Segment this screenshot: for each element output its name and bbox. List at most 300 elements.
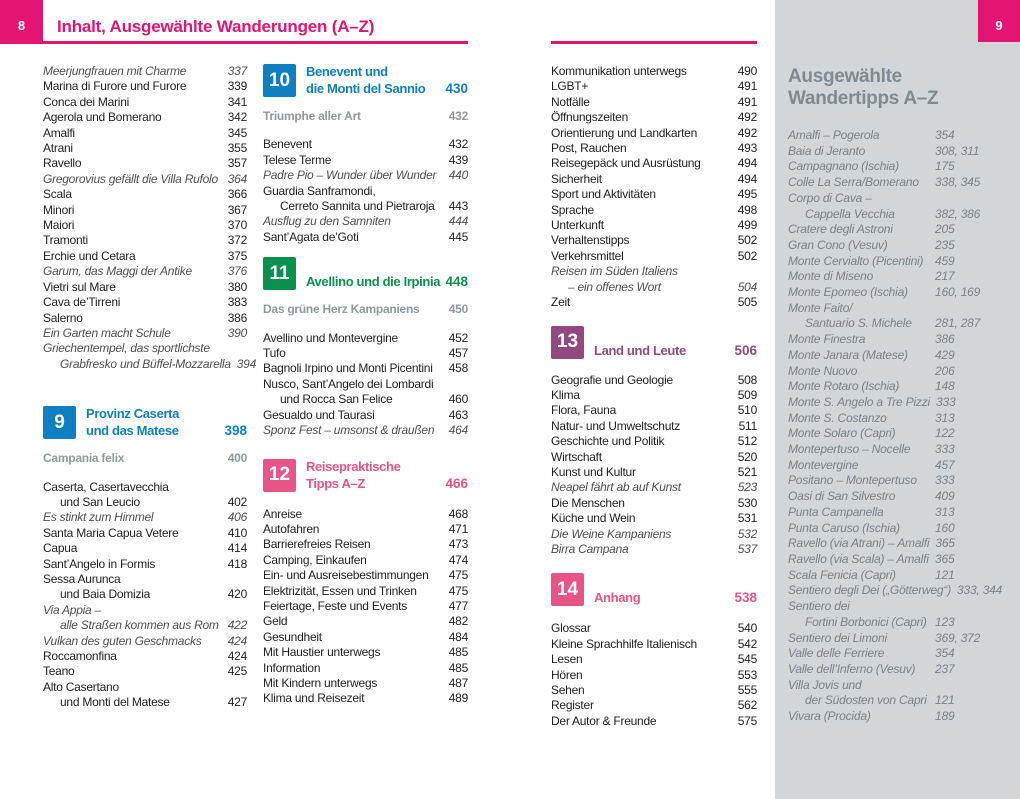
- toc-entry-label: Klima und Reisezeit: [263, 691, 365, 706]
- toc-entry-label: Geschichte und Politik: [551, 434, 665, 449]
- toc-entry-page: 422: [227, 618, 247, 633]
- toc-column-right: [551, 64, 757, 729]
- toc-entry: [43, 526, 247, 541]
- toc-entry: [263, 507, 468, 522]
- spacer: [263, 492, 468, 507]
- toc-entry-page: 484: [448, 629, 468, 644]
- toc-entry: [43, 541, 247, 556]
- toc-entry-page: 521: [737, 464, 757, 479]
- wandertipp-label: Amalfi – Pogerola: [788, 128, 880, 142]
- toc-entry-label: Autofahren: [263, 521, 320, 536]
- toc-entry-label: Sessa Aurunca: [43, 571, 121, 586]
- toc-entry-label: Campania felix: [43, 451, 125, 466]
- toc-column-left: [43, 64, 257, 711]
- toc-entry-label: Kleine Sprachhilfe Italienisch: [551, 636, 697, 651]
- toc-entry: [551, 652, 757, 667]
- toc-entry: [43, 141, 247, 156]
- toc-entry-label: Bagnoli Irpino und Monti Picentini: [263, 361, 433, 376]
- toc-entry-label: und San Leucio: [60, 494, 140, 509]
- toc-entry-page: 502: [737, 248, 757, 263]
- chapter-title: [306, 459, 441, 492]
- toc-entry: [263, 199, 468, 214]
- toc-entry: [263, 537, 468, 552]
- toc-entry: [551, 264, 757, 279]
- toc-entry-label: Marina di Furore und Furore: [43, 79, 187, 94]
- spacer: [43, 439, 247, 451]
- toc-entry-page: 485: [448, 660, 468, 675]
- toc-entry-label: Verhaltenstipps: [551, 233, 630, 248]
- wandertipp-page: 333, 344: [957, 583, 1003, 598]
- wandertipps-title: [788, 66, 1020, 110]
- toc-entry-page: 357: [227, 156, 247, 171]
- toc-entry-page: 444: [448, 214, 468, 229]
- toc-entry: [43, 510, 247, 525]
- wandertipp-entry: [788, 709, 1014, 725]
- toc-entry-label: Das grüne Herz Kampaniens: [263, 302, 420, 317]
- wandertipps-title-line2: Wandertipps A–Z: [788, 88, 939, 109]
- chapter-heading: [263, 257, 468, 290]
- toc-entry-label: Vulkan des guten Geschmacks: [43, 633, 202, 648]
- toc-entry: [43, 295, 247, 310]
- toc-entry-label: LGBT+: [551, 79, 589, 94]
- wandertipp-label: Corpo di Cava –: [788, 190, 872, 205]
- wandertipp-page: 206: [935, 363, 955, 378]
- toc-entry: [551, 295, 757, 310]
- toc-subheader: [263, 302, 468, 317]
- toc-entry-label: Tramonti: [43, 233, 88, 248]
- toc-entry: [551, 714, 757, 729]
- toc-entry-page: 380: [227, 279, 247, 294]
- chapter-title: [306, 64, 441, 97]
- toc-entry-label: Guardia Sanframondi,: [263, 183, 376, 198]
- chapter-title: [306, 274, 441, 290]
- toc-entry: [263, 346, 468, 361]
- toc-entry-page: 375: [227, 248, 247, 263]
- wandertipp-entry: [788, 426, 1014, 442]
- toc-entry-page: 473: [448, 537, 468, 552]
- toc-entry-page: 452: [448, 330, 468, 345]
- wandertipp-page: 160: [935, 520, 955, 535]
- toc-entry: [263, 599, 468, 614]
- chapter-number-box: 11: [263, 257, 296, 290]
- toc-entry-label: Die Menschen: [551, 495, 625, 510]
- toc-entry-page: 402: [227, 494, 247, 509]
- toc-entry-page: 542: [737, 636, 757, 651]
- wandertipp-entry: [788, 316, 1014, 332]
- toc-entry-label: Sport und Aktivitäten: [551, 187, 656, 202]
- wandertipp-entry: [788, 583, 1014, 599]
- wandertipp-entry: [788, 144, 1014, 160]
- wandertipp-label: Colle La Serra/Bomerano: [788, 175, 919, 190]
- wandertipp-label: Monte Finestra: [788, 332, 866, 347]
- toc-entry: [551, 419, 757, 434]
- wandertipp-page: 313: [935, 504, 955, 519]
- toc-entry: [263, 361, 468, 376]
- toc-entry-page: 523: [737, 480, 757, 495]
- chapter-page-number: 506: [734, 342, 757, 358]
- wandertipp-entry: [788, 159, 1014, 175]
- toc-entry: [43, 341, 247, 356]
- toc-entry-label: alle Straßen kommen aus Rom: [60, 618, 219, 633]
- toc-entry: [43, 557, 247, 572]
- toc-entry-label: Hören: [551, 667, 583, 682]
- wandertipp-entry: [788, 191, 1014, 207]
- wandertipp-entry: [788, 285, 1014, 301]
- toc-entry-page: 450: [448, 302, 468, 317]
- toc-entry: [43, 695, 247, 710]
- toc-entry: [43, 603, 247, 618]
- wandertipp-page: 333: [936, 394, 956, 409]
- toc-entry: [551, 527, 757, 542]
- toc-entry-label: Vietri sul Mare: [43, 279, 116, 294]
- toc-entry-page: 460: [448, 392, 468, 407]
- toc-entry-label: Camping, Einkaufen: [263, 552, 367, 567]
- chapter-title-line: Reisepraktische: [306, 458, 401, 474]
- toc-entry-page: 537: [737, 541, 757, 556]
- wandertipp-page: 382, 386: [935, 206, 981, 221]
- toc-entry-label: Birra Campana: [551, 541, 629, 556]
- spacer: [263, 97, 468, 109]
- wandertipp-entry: [788, 552, 1014, 568]
- wandertipp-label: Monte Janara (Matese): [788, 347, 908, 362]
- wandertipp-entry: [788, 473, 1014, 489]
- toc-entry: [551, 280, 757, 295]
- toc-entry-page: 575: [737, 713, 757, 728]
- toc-entry: [263, 408, 468, 423]
- wandertipp-entry: [788, 568, 1014, 584]
- wandertipp-page: 369, 372: [935, 630, 981, 645]
- toc-entry-page: 418: [227, 556, 247, 571]
- toc-entry-page: 491: [737, 79, 757, 94]
- wandertipp-entry: [788, 599, 1014, 615]
- wandertipp-page: 122: [935, 426, 955, 441]
- toc-entry: [551, 187, 757, 202]
- chapter-title-line: Land und Leute: [594, 342, 686, 358]
- wandertipp-entry: [788, 489, 1014, 505]
- toc-entry-label: Flora, Fauna: [551, 403, 617, 418]
- toc-entry-page: 390: [227, 325, 247, 340]
- toc-entry: [43, 187, 247, 202]
- wandertipp-entry: [788, 175, 1014, 191]
- toc-entry-label: Capua: [43, 541, 78, 556]
- wandertipp-label: Sentiero degli Dei („Götterweg“): [788, 583, 952, 598]
- toc-entry-page: 490: [737, 64, 757, 78]
- spacer: [43, 467, 247, 480]
- chapter-page-number: 448: [445, 274, 468, 290]
- toc-entry-page: 458: [448, 361, 468, 376]
- toc-entry-page: 494: [737, 171, 757, 186]
- toc-entry-label: Lesen: [551, 652, 583, 667]
- toc-entry-label: Klima: [551, 387, 580, 402]
- toc-entry-page: 494: [737, 156, 757, 171]
- toc-entry-label: Verkehrsmittel: [551, 248, 624, 263]
- chapter-title-line: Avellino und die Irpinia: [306, 274, 441, 290]
- wandertipp-label: Valle dell’Inferno (Vesuv): [788, 661, 916, 676]
- toc-entry: [551, 668, 757, 683]
- toc-entry: [551, 203, 757, 218]
- toc-entry-label: Elektrizität, Essen und Trinken: [263, 583, 417, 598]
- toc-entry-label: Meerjungfrauen mit Charme: [43, 64, 187, 78]
- toc-entry: [551, 95, 757, 110]
- chapter-page-number: 466: [445, 475, 468, 491]
- toc-entry-page: 443: [448, 199, 468, 214]
- wandertipp-label: Villa Jovis und: [788, 677, 862, 692]
- toc-entry-page: 471: [448, 521, 468, 536]
- toc-entry: [551, 218, 757, 233]
- toc-entry-label: Scala: [43, 187, 72, 202]
- toc-entry-label: Tufo: [263, 346, 286, 361]
- toc-entry: [43, 264, 247, 279]
- wandertipp-label: Monte di Miseno: [788, 269, 874, 284]
- toc-entry: [551, 110, 757, 125]
- toc-entry-label: Sprache: [551, 202, 594, 217]
- toc-entry-page: 464: [448, 423, 468, 438]
- toc-entry-page: 400: [227, 451, 247, 466]
- toc-entry-page: 492: [737, 110, 757, 125]
- chapter-title-line: Anhang: [594, 590, 641, 606]
- toc-entry-label: Avellino und Montevergine: [263, 330, 398, 345]
- toc-entry-page: 345: [227, 125, 247, 140]
- toc-entry: [263, 184, 468, 199]
- spacer: [263, 318, 468, 331]
- chapter-number-box: 10: [263, 64, 296, 97]
- toc-entry: [43, 79, 247, 94]
- wandertipp-entry: [788, 646, 1014, 662]
- toc-entry-page: 440: [448, 168, 468, 183]
- toc-entry-label: Küche und Wein: [551, 511, 636, 526]
- toc-entry-page: 376: [227, 264, 247, 279]
- toc-entry-label: Minori: [43, 202, 75, 217]
- toc-entry-label: Sehen: [551, 683, 585, 697]
- wandertipp-page: 175: [935, 159, 955, 174]
- toc-entry: [551, 465, 757, 480]
- wandertipp-entry: [788, 411, 1014, 427]
- toc-entry: [263, 645, 468, 660]
- wandertipp-page: 189: [935, 709, 955, 724]
- wandertipp-page: 148: [935, 379, 955, 394]
- toc-entry-label: Die Weine Kampaniens: [551, 526, 672, 541]
- toc-entry: [551, 141, 757, 156]
- toc-entry-page: 339: [227, 79, 247, 94]
- chapter-heading: [551, 326, 757, 359]
- toc-entry-label: Neapel fährt ab auf Kunst: [551, 480, 681, 495]
- spacer: [263, 245, 468, 257]
- toc-entry-label: Feiertage, Feste und Events: [263, 598, 407, 613]
- toc-entry: [43, 311, 247, 326]
- toc-entry: [263, 568, 468, 583]
- toc-entry: [551, 126, 757, 141]
- chapter-number-box: 13: [551, 326, 584, 359]
- toc-entry-label: Geld: [263, 614, 288, 629]
- toc-entry-page: 367: [227, 202, 247, 217]
- toc-entry: [551, 480, 757, 495]
- toc-entry: [263, 331, 468, 346]
- wandertipp-page: 333: [935, 473, 955, 488]
- toc-entry-page: 491: [737, 94, 757, 109]
- chapter-heading: [263, 64, 468, 97]
- chapter-title: [86, 406, 220, 439]
- toc-entry: [43, 572, 247, 587]
- toc-entry-page: 383: [227, 295, 247, 310]
- toc-entry-page: 492: [737, 125, 757, 140]
- toc-entry-page: 463: [448, 407, 468, 422]
- wandertipp-entry: [788, 631, 1014, 647]
- spacer: [551, 359, 757, 373]
- toc-subheader: [43, 451, 247, 466]
- chapter-heading: [263, 459, 468, 492]
- wandertipp-label: Ravello (via Scala) – Amalfi: [788, 551, 929, 566]
- toc-entry-label: Sponz Fest – umsonst & draußen: [263, 423, 435, 438]
- wandertipp-label: der Südosten von Capri: [805, 693, 927, 708]
- toc-entry: [43, 664, 247, 679]
- toc-entry: [551, 388, 757, 403]
- wandertipp-entry: [788, 301, 1014, 317]
- chapter-heading: [551, 573, 757, 606]
- toc-entry-label: Gesualdo und Taurasi: [263, 407, 375, 422]
- wandertipp-page: 121: [935, 693, 955, 708]
- toc-entry-page: 562: [737, 698, 757, 713]
- toc-entry: [551, 403, 757, 418]
- chapter-title-line: Tipps A–Z: [306, 475, 365, 491]
- toc-entry: [43, 326, 247, 341]
- toc-entry: [263, 214, 468, 229]
- toc-entry: [263, 630, 468, 645]
- toc-entry-label: Nusco, Sant’Angelo dei Lombardi: [263, 376, 434, 391]
- wandertipp-label: Santuario S. Michele: [805, 316, 912, 331]
- toc-entry: [551, 637, 757, 652]
- wandertipp-entry: [788, 128, 1014, 144]
- wandertipp-entry: [788, 364, 1014, 380]
- toc-entry-page: 493: [737, 141, 757, 156]
- wandertipp-entry: [788, 693, 1014, 709]
- toc-entry: [43, 587, 247, 602]
- toc-entry: [43, 649, 247, 664]
- toc-entry-page: 370: [227, 218, 247, 233]
- toc-entry: [263, 584, 468, 599]
- wandertipp-label: Monte Solaro (Capri): [788, 426, 896, 441]
- toc-entry-page: 342: [227, 110, 247, 125]
- toc-entry-label: Wirtschaft: [551, 449, 602, 464]
- wandertipp-entry: [788, 269, 1014, 285]
- toc-entry-label: Glossar: [551, 621, 591, 636]
- toc-entry-page: 372: [227, 233, 247, 248]
- toc-entry-label: Salerno: [43, 310, 83, 325]
- toc-entry-label: Triumphe aller Art: [263, 109, 361, 123]
- wandertipp-page: 123: [935, 614, 955, 629]
- chapter-heading: [43, 406, 247, 439]
- toc-entry-page: 475: [448, 583, 468, 598]
- chapter-title: [594, 343, 730, 359]
- wandertipp-page: 457: [935, 457, 955, 472]
- toc-entry: [551, 450, 757, 465]
- toc-entry-label: Kunst und Kultur: [551, 464, 636, 479]
- toc-entry: [551, 373, 757, 388]
- wandertipp-page: 235: [935, 237, 955, 252]
- toc-entry-label: Ravello: [43, 156, 82, 171]
- wandertipp-label: Sentiero dei: [788, 599, 850, 614]
- toc-entry: [551, 172, 757, 187]
- toc-entry-page: 468: [448, 506, 468, 521]
- toc-entry-label: Sant’Agata de’Goti: [263, 229, 359, 244]
- toc-entry-label: Caserta, Casertavecchia: [43, 479, 169, 494]
- toc-entry-label: Notfälle: [551, 94, 590, 109]
- toc-column-middle: [263, 64, 468, 707]
- wandertipps-list: [788, 128, 1014, 725]
- toc-entry-page: 555: [737, 683, 757, 697]
- wandertipp-entry: [788, 505, 1014, 521]
- toc-entry-label: – ein offenes Wort: [568, 279, 661, 294]
- header-rule-left: [0, 41, 468, 44]
- toc-entry-label: Reisen im Süden Italiens: [551, 264, 678, 279]
- toc-entry: [551, 233, 757, 248]
- wandertipp-entry: [788, 536, 1014, 552]
- toc-entry: [43, 480, 247, 495]
- toc-entry-page: 509: [737, 387, 757, 402]
- toc-entry: [43, 618, 247, 633]
- wandertipp-label: Cappella Vecchia: [805, 206, 895, 221]
- wandertipp-page: 365: [935, 551, 955, 566]
- wandertipp-label: Monte S. Costanzo: [788, 410, 887, 425]
- wandertipp-page: 365: [935, 536, 955, 551]
- toc-entry: [43, 249, 247, 264]
- toc-entry: [263, 522, 468, 537]
- toc-entry-label: Unterkunft: [551, 218, 604, 233]
- chapter-number-box: 12: [263, 459, 296, 492]
- toc-entry: [263, 553, 468, 568]
- wandertipp-page: 237: [935, 661, 955, 676]
- toc-entry-page: 457: [448, 346, 468, 361]
- toc-entry: [263, 153, 468, 168]
- wandertipps-title-line1: Ausgewählte: [788, 66, 902, 87]
- wandertipp-label: Scala Fenicia (Capri): [788, 567, 896, 582]
- toc-entry-label: Grabfresko und Büffel-Mozzarella: [60, 356, 231, 371]
- toc-entry-label: Natur- und Umweltschutz: [551, 418, 680, 433]
- wandertipp-label: Ravello (via Atrani) – Amalfi: [788, 536, 930, 551]
- toc-entry-page: 530: [737, 495, 757, 510]
- toc-entry-page: 394: [236, 356, 257, 371]
- toc-entry-label: Barrierefreies Reisen: [263, 537, 371, 552]
- wandertipp-page: 429: [935, 347, 955, 362]
- toc-entry-label: Reisegepäck und Ausrüstung: [551, 156, 701, 171]
- chapter-title-line: Benevent und: [306, 64, 388, 79]
- toc-entry-label: Benevent: [263, 137, 312, 152]
- toc-entry-label: Gregorovius gefällt die Villa Rufolo: [43, 171, 218, 186]
- toc-entry-page: 532: [737, 526, 757, 541]
- toc-entry: [551, 434, 757, 449]
- wandertipp-page: 333: [935, 442, 955, 457]
- toc-entry-label: Post, Rauchen: [551, 141, 627, 156]
- toc-entry-label: und Rocca San Felice: [280, 392, 393, 407]
- toc-entry-label: Roccamonfina: [43, 649, 117, 663]
- toc-entry-page: 487: [448, 675, 468, 690]
- toc-entry-page: 341: [227, 94, 247, 109]
- toc-entry: [263, 230, 468, 245]
- toc-entry: [43, 156, 247, 171]
- wandertipp-page: 121: [935, 567, 955, 582]
- toc-entry-label: Anreise: [263, 506, 302, 521]
- spacer: [43, 372, 247, 406]
- toc-entry-label: und Baia Domizia: [60, 587, 151, 602]
- wandertipp-page: 386: [935, 332, 955, 347]
- toc-entry-label: Griechentempel, das sportlichste: [43, 341, 210, 356]
- wandertipp-page: 338, 345: [935, 175, 981, 190]
- toc-entry: [43, 233, 247, 248]
- left-page-number: 8: [17, 18, 26, 33]
- spacer: [263, 124, 468, 137]
- wandertipp-entry: [788, 379, 1014, 395]
- wandertipp-entry: [788, 222, 1014, 238]
- chapter-number-box: 9: [43, 406, 76, 439]
